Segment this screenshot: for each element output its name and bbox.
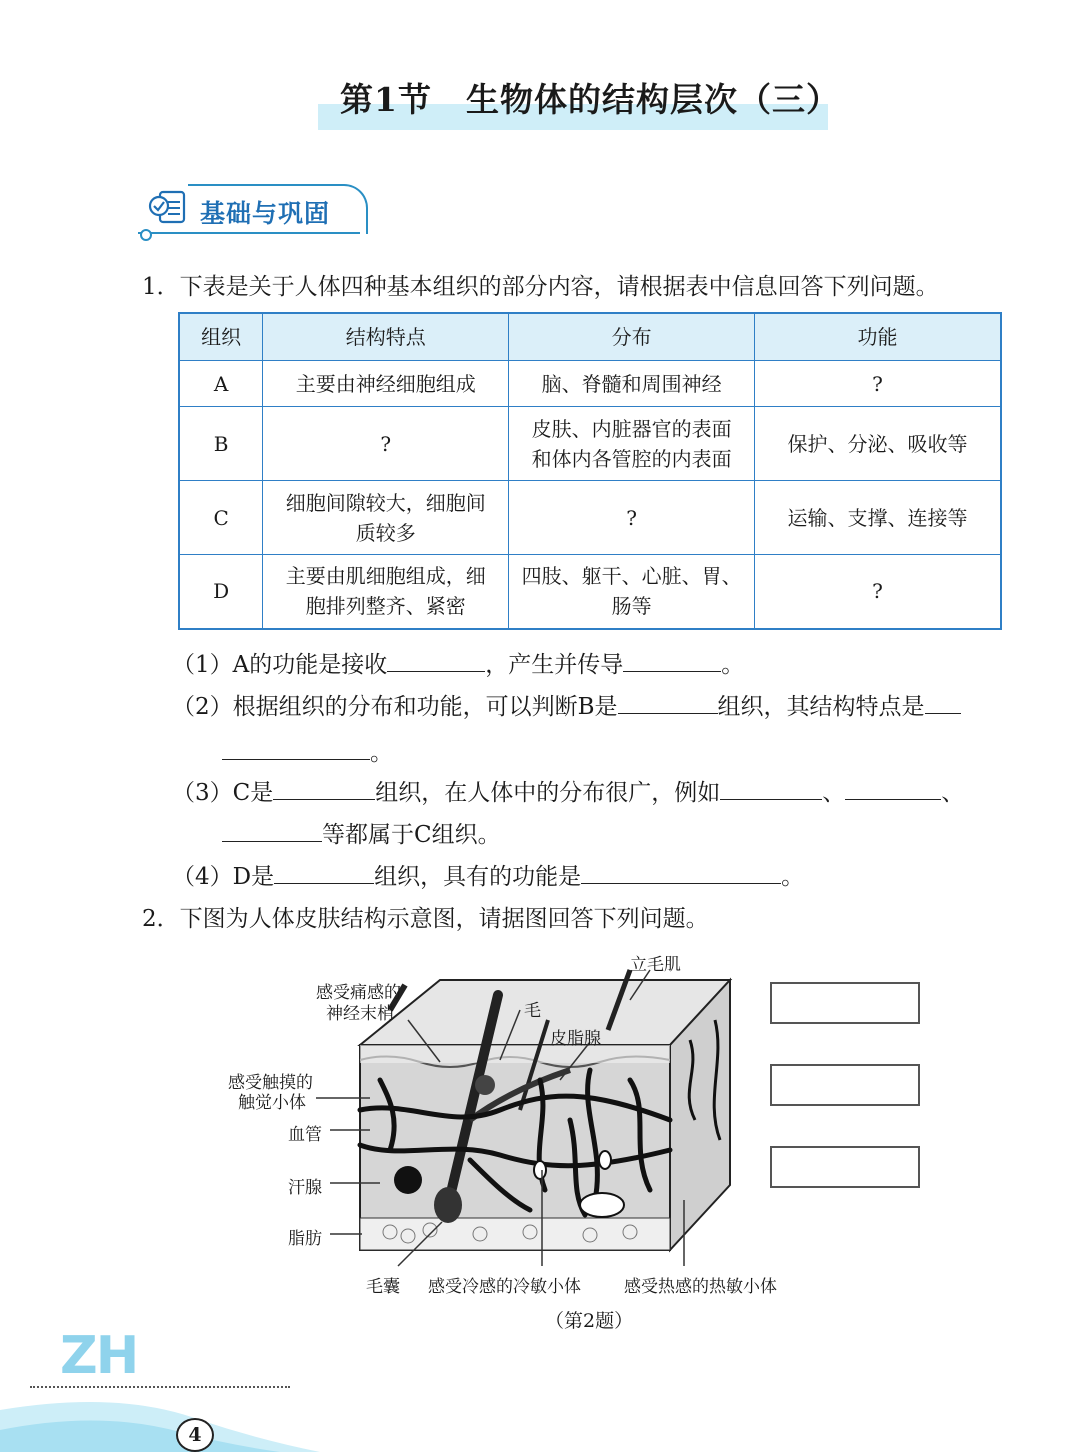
label-heat: 感受热感的热敏小体 (624, 1277, 777, 1297)
table-cell: 保护、分泌、吸收等 (755, 407, 1001, 481)
table-cell: 运输、支撑、连接等 (755, 481, 1001, 555)
q1-sub3-text: 等都属于C组织。 (322, 822, 501, 848)
q1-sub2-text: 。 (370, 740, 393, 766)
q1-stem: 1．下表是关于人体四种基本组织的部分内容，请根据表中信息回答下列问题。 (142, 274, 939, 300)
table-cell: B (179, 407, 263, 481)
answer-box-2[interactable] (770, 1064, 920, 1106)
corner-wave-decoration (0, 1370, 320, 1452)
label-cold: 感受冷感的冷敏小体 (428, 1277, 581, 1297)
q1-sub3-text: 组织，在人体中的分布很广，例如 (375, 780, 721, 806)
table-cell: 脑、脊髓和周围神经 (509, 361, 755, 407)
q1-sub4-text: 。 (781, 864, 805, 890)
table-cell: ? (755, 555, 1001, 629)
page-title: 第1节 生物体的结构层次（三） (340, 80, 840, 119)
table-cell: ? (755, 361, 1001, 407)
table-cell: ? (509, 481, 755, 555)
table-cell-line: 质较多 (355, 520, 416, 545)
q1-sub3-text: 、 (941, 780, 965, 806)
label-touch-1: 感受触摸的 (228, 1073, 313, 1093)
table-cell-line: 和体内各管腔的内表面 (531, 446, 732, 471)
q2-stem: 2．下图为人体皮肤结构示意图，请据图回答下列问题。 (142, 906, 709, 932)
page-number: 4 (176, 1418, 214, 1452)
table-cell: D (179, 555, 263, 629)
q1-sub3-text: （3）C是 (172, 780, 274, 806)
table-header: 分布 (509, 313, 755, 361)
table-cell: C (179, 481, 263, 555)
footer-dotted-line (30, 1386, 290, 1390)
q1-sub2-text: （2）根据组织的分布和功能，可以判断B是 (172, 694, 618, 720)
label-fat: 脂肪 (288, 1229, 322, 1249)
table-header: 功能 (755, 313, 1001, 361)
q1-sub1-text: 。 (721, 652, 745, 678)
table-header: 结构特点 (263, 313, 509, 361)
label-sebaceous: 皮脂腺 (550, 1029, 601, 1049)
section-label: 基础与巩固 (200, 199, 331, 228)
label-sweat: 汗腺 (288, 1178, 322, 1198)
table-cell-line: 细胞间隙较大，细胞间 (285, 490, 486, 515)
label-erector: 立毛肌 (630, 955, 681, 975)
figure-caption: （第2题） (545, 1310, 634, 1332)
q1-sub3-text: 、 (822, 780, 846, 806)
answer-box-3[interactable] (770, 1146, 920, 1188)
table-cell: 主要由神经细胞组成 (263, 361, 509, 407)
answer-box-1[interactable] (770, 982, 920, 1024)
table-cell: A (179, 361, 263, 407)
table-cell-line: 主要由肌细胞组成，细 (285, 564, 486, 589)
q1-sub1-text: （1）A的功能是接收 (172, 652, 388, 678)
label-vessel: 血管 (288, 1125, 322, 1145)
q1-sub4-text: （4）D是 (172, 864, 275, 890)
table-cell-line: 肠等 (611, 594, 652, 619)
table-header: 组织 (179, 313, 263, 361)
q1-sub4-text: 组织，具有的功能是 (374, 864, 582, 890)
label-hair: 毛 (524, 1001, 541, 1021)
q1-sub1-text: ，产生并传导 (485, 652, 624, 678)
table-cell-line: 四肢、躯干、心脏、胃、 (521, 564, 742, 589)
label-follicle: 毛囊 (366, 1277, 400, 1297)
table-cell: ? (263, 407, 509, 481)
q1-sub2-text: 组织，其结构特点是 (717, 694, 925, 720)
label-pain-1: 感受痛感的 (316, 983, 401, 1003)
label-touch-2: 触觉小体 (238, 1093, 306, 1113)
brand-logo: ZH (60, 1326, 138, 1386)
label-pain-2: 神经末梢 (326, 1004, 394, 1024)
table-cell-line: 胞排列整齐、紧密 (305, 594, 466, 619)
table-cell-line: 皮肤、内脏器官的表面 (531, 416, 732, 441)
